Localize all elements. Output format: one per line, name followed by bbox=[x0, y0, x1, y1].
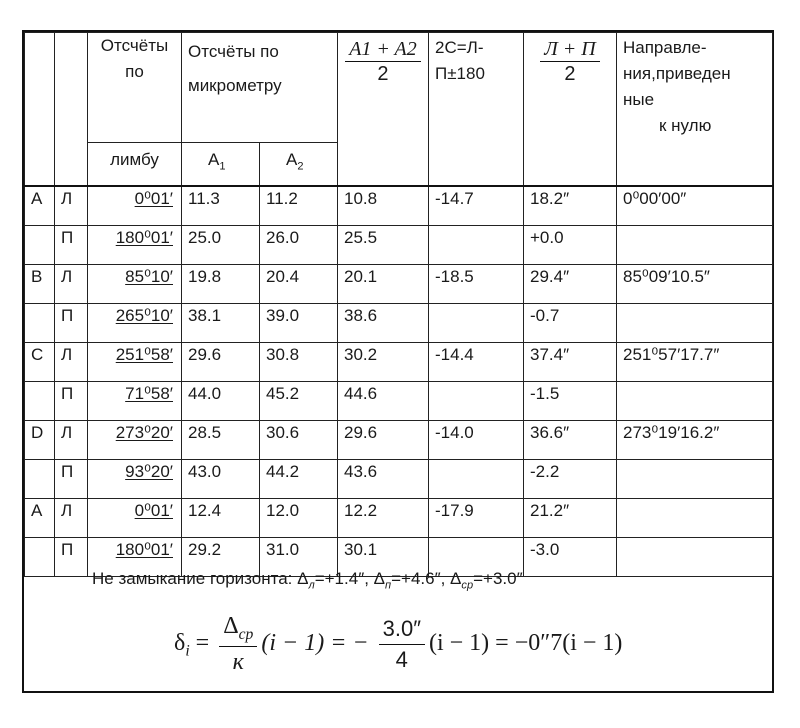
header-dir-line1: Направле- bbox=[623, 38, 707, 57]
row-face-text: П bbox=[61, 540, 74, 559]
row-lp bbox=[524, 499, 617, 538]
row-2c-text: -14.0 bbox=[435, 423, 474, 442]
table-row bbox=[25, 343, 773, 382]
row-face-text: П bbox=[61, 306, 74, 325]
row-lp-text: -0.7 bbox=[530, 306, 560, 325]
row-lp bbox=[524, 343, 617, 382]
row-lp bbox=[524, 382, 617, 421]
header-avg bbox=[338, 33, 429, 187]
row-a1 bbox=[182, 343, 260, 382]
header-row-top bbox=[25, 33, 773, 143]
header-limb bbox=[88, 33, 182, 143]
row-a2 bbox=[260, 460, 338, 499]
row-lp bbox=[524, 186, 617, 226]
row-2c bbox=[429, 460, 524, 499]
row-point bbox=[25, 304, 55, 343]
row-a2-text: 44.2 bbox=[266, 462, 300, 481]
header-limb-bottom bbox=[88, 143, 182, 187]
row-lp bbox=[524, 265, 617, 304]
row-direction bbox=[617, 499, 773, 538]
row-a1 bbox=[182, 421, 260, 460]
row-lp bbox=[524, 304, 617, 343]
row-a2-text: 26.0 bbox=[266, 228, 300, 247]
table-row bbox=[25, 421, 773, 460]
row-direction bbox=[617, 265, 773, 304]
row-avg-text: 12.2 bbox=[344, 501, 378, 520]
row-limb-reading-text: 93⁰20′ bbox=[125, 462, 173, 481]
row-face bbox=[55, 265, 88, 304]
row-limb-reading-text: 180⁰01′ bbox=[115, 540, 173, 559]
row-limb-reading bbox=[88, 304, 182, 343]
row-a2 bbox=[260, 499, 338, 538]
row-a2 bbox=[260, 382, 338, 421]
row-a1-text: 38.1 bbox=[188, 306, 222, 325]
row-point bbox=[25, 460, 55, 499]
formula-fraction-2 bbox=[379, 616, 425, 673]
row-avg bbox=[338, 421, 429, 460]
row-2c bbox=[429, 304, 524, 343]
header-limb-line2: по bbox=[125, 62, 144, 81]
row-a1 bbox=[182, 186, 260, 226]
header-direction bbox=[617, 33, 773, 187]
header-a2 bbox=[260, 143, 338, 187]
row-2c-text: -14.7 bbox=[435, 189, 474, 208]
row-face-text: Л bbox=[61, 267, 73, 286]
row-lp-text: -1.5 bbox=[530, 384, 560, 403]
formula-num1-sub: ср bbox=[238, 625, 254, 643]
row-point bbox=[25, 499, 55, 538]
closure-note bbox=[92, 569, 523, 591]
row-point-text: А bbox=[31, 501, 43, 520]
table-row bbox=[25, 499, 773, 538]
row-a1 bbox=[182, 265, 260, 304]
row-face-text: Л bbox=[61, 345, 73, 364]
row-avg bbox=[338, 186, 429, 226]
row-limb-reading-text: 265⁰10′ bbox=[115, 306, 173, 325]
row-direction-text: 85⁰09′10.5″ bbox=[623, 267, 710, 286]
row-a1-text: 44.0 bbox=[188, 384, 222, 403]
row-a2-text: 12.0 bbox=[266, 501, 300, 520]
row-lp-text: -2.2 bbox=[530, 462, 560, 481]
row-a1 bbox=[182, 460, 260, 499]
closure-note-prefix: Не замыкание горизонта: Δ bbox=[92, 569, 309, 588]
row-direction bbox=[617, 460, 773, 499]
row-avg-text: 30.1 bbox=[344, 540, 378, 559]
row-face-text: Л bbox=[61, 501, 73, 520]
row-direction-text: 251⁰57′17.7″ bbox=[623, 345, 720, 364]
header-limb-line3: лимбу bbox=[110, 150, 159, 169]
formula-delta: δ bbox=[174, 629, 186, 656]
row-limb-reading-text: 0⁰01′ bbox=[134, 189, 173, 208]
header-a2-sub: 2 bbox=[297, 160, 304, 173]
row-limb-reading-text: 0⁰01′ bbox=[134, 501, 173, 520]
row-point-text: D bbox=[31, 423, 44, 442]
row-face-text: Л bbox=[61, 423, 73, 442]
formula-delta-sub: i bbox=[185, 642, 190, 660]
row-avg bbox=[338, 499, 429, 538]
row-a2-text: 11.2 bbox=[266, 189, 298, 208]
row-a1-text: 19.8 bbox=[188, 267, 222, 286]
row-avg-text: 43.6 bbox=[344, 462, 378, 481]
row-face-text: П bbox=[61, 228, 74, 247]
formula-num1: Δ bbox=[223, 613, 239, 639]
row-lp-text: -3.0 bbox=[530, 540, 560, 559]
row-face bbox=[55, 304, 88, 343]
row-direction bbox=[617, 382, 773, 421]
row-limb-reading bbox=[88, 226, 182, 265]
header-a1-sub: 1 bbox=[219, 160, 226, 173]
row-avg bbox=[338, 226, 429, 265]
row-limb-reading-text: 251⁰58′ bbox=[115, 345, 173, 364]
row-a1-text: 12.4 bbox=[188, 501, 222, 520]
row-a2 bbox=[260, 304, 338, 343]
row-avg bbox=[338, 304, 429, 343]
row-lp-text: 36.6″ bbox=[530, 423, 570, 442]
row-a1-text: 28.5 bbox=[188, 423, 222, 442]
header-point bbox=[25, 33, 55, 187]
row-direction-text: 0⁰00′00″ bbox=[623, 189, 687, 208]
row-a1 bbox=[182, 382, 260, 421]
formula-mult1: (i − 1) = − bbox=[261, 629, 369, 656]
closure-note-p-val: =+4.6″, Δ bbox=[391, 569, 462, 588]
row-face bbox=[55, 382, 88, 421]
header-avg-denominator: 2 bbox=[377, 63, 389, 85]
formula-eq: = bbox=[189, 629, 216, 656]
row-a1 bbox=[182, 499, 260, 538]
row-face bbox=[55, 421, 88, 460]
formula-fraction-2-den: 4 bbox=[395, 646, 408, 672]
header-dir-line4: к нулю bbox=[659, 116, 712, 135]
header-2c bbox=[429, 33, 524, 187]
row-point bbox=[25, 421, 55, 460]
row-2c bbox=[429, 226, 524, 265]
observation-table bbox=[24, 32, 773, 577]
row-2c bbox=[429, 382, 524, 421]
row-2c-text: -18.5 bbox=[435, 267, 474, 286]
row-face bbox=[55, 226, 88, 265]
row-limb-reading-text: 71⁰58′ bbox=[125, 384, 173, 403]
row-point bbox=[25, 226, 55, 265]
row-limb-reading bbox=[88, 499, 182, 538]
row-a1-text: 29.6 bbox=[188, 345, 222, 364]
row-avg-text: 38.6 bbox=[344, 306, 378, 325]
header-face bbox=[55, 33, 88, 187]
row-a2-text: 31.0 bbox=[266, 540, 300, 559]
table-row bbox=[25, 226, 773, 265]
row-lp-text: 37.4″ bbox=[530, 345, 570, 364]
header-lp bbox=[524, 33, 617, 187]
header-lp-fraction bbox=[540, 37, 599, 86]
formula-fraction-1-num bbox=[219, 613, 257, 647]
row-a2-text: 30.6 bbox=[266, 423, 300, 442]
row-point bbox=[25, 382, 55, 421]
table-row bbox=[25, 460, 773, 499]
row-avg bbox=[338, 265, 429, 304]
formula-fraction-1-den: к bbox=[232, 648, 244, 675]
row-limb-reading-text: 273⁰20′ bbox=[115, 423, 173, 442]
row-face-text: П bbox=[61, 384, 74, 403]
closure-note-p-sub: п bbox=[385, 579, 392, 592]
header-2c-line1: 2С=Л- bbox=[435, 38, 484, 57]
row-limb-reading bbox=[88, 343, 182, 382]
row-face-text: П bbox=[61, 462, 74, 481]
row-limb-reading bbox=[88, 265, 182, 304]
header-dir-line3: ные bbox=[623, 90, 655, 109]
row-point bbox=[25, 186, 55, 226]
header-a1 bbox=[182, 143, 260, 187]
row-direction bbox=[617, 343, 773, 382]
header-avg-numerator: A1 + A2 bbox=[345, 37, 421, 62]
row-point bbox=[25, 343, 55, 382]
row-2c-text: -17.9 bbox=[435, 501, 474, 520]
row-avg-text: 20.1 bbox=[344, 267, 378, 286]
table-row bbox=[25, 265, 773, 304]
row-lp bbox=[524, 226, 617, 265]
row-2c bbox=[429, 265, 524, 304]
row-lp bbox=[524, 421, 617, 460]
row-face bbox=[55, 499, 88, 538]
row-a1-text: 11.3 bbox=[188, 189, 220, 208]
correction-formula bbox=[174, 613, 622, 676]
formula-mult2: (i − 1) = −0″7(i − 1) bbox=[428, 629, 623, 656]
row-avg-text: 44.6 bbox=[344, 384, 378, 403]
survey-table-sheet bbox=[22, 30, 774, 693]
formula-fraction-2-num: 3.0″ bbox=[379, 616, 425, 645]
table-row bbox=[25, 186, 773, 226]
header-dir-line2: ния,приведен bbox=[623, 64, 731, 83]
row-a1-text: 25.0 bbox=[188, 228, 222, 247]
row-avg bbox=[338, 382, 429, 421]
row-a2-text: 20.4 bbox=[266, 267, 300, 286]
row-direction bbox=[617, 421, 773, 460]
row-avg-text: 25.5 bbox=[344, 228, 378, 247]
row-limb-reading bbox=[88, 460, 182, 499]
row-point bbox=[25, 265, 55, 304]
row-direction bbox=[617, 304, 773, 343]
row-lp bbox=[524, 460, 617, 499]
row-point-text: С bbox=[31, 345, 44, 364]
row-a2 bbox=[260, 421, 338, 460]
row-face-text: Л bbox=[61, 189, 73, 208]
row-a2-text: 39.0 bbox=[266, 306, 300, 325]
row-a1 bbox=[182, 226, 260, 265]
header-2c-line2: П±180 bbox=[435, 64, 485, 83]
header-a1-letter: А bbox=[208, 150, 220, 169]
row-lp-text: +0.0 bbox=[530, 228, 564, 247]
row-avg bbox=[338, 460, 429, 499]
row-a2 bbox=[260, 186, 338, 226]
header-lp-denominator: 2 bbox=[564, 63, 576, 85]
row-point-text: А bbox=[31, 189, 43, 208]
formula-fraction-1 bbox=[219, 613, 257, 676]
row-a2 bbox=[260, 343, 338, 382]
row-a2-text: 30.8 bbox=[266, 345, 300, 364]
closure-note-l-sub: л bbox=[308, 579, 315, 592]
row-avg-text: 10.8 bbox=[344, 189, 378, 208]
closure-note-cp-sub: ср bbox=[461, 579, 474, 592]
row-face bbox=[55, 460, 88, 499]
row-direction bbox=[617, 186, 773, 226]
header-micro-label: Отсчёты по микрометру bbox=[188, 42, 282, 95]
row-a1-text: 43.0 bbox=[188, 462, 222, 481]
row-lp-text: 18.2″ bbox=[530, 189, 570, 208]
row-avg-text: 29.6 bbox=[344, 423, 378, 442]
table-row bbox=[25, 382, 773, 421]
closure-note-l-val: =+1.4″, Δ bbox=[314, 569, 386, 588]
table-row bbox=[25, 304, 773, 343]
row-limb-reading-text: 180⁰01′ bbox=[115, 228, 173, 247]
header-avg-fraction bbox=[345, 37, 421, 86]
row-2c bbox=[429, 499, 524, 538]
row-a1 bbox=[182, 304, 260, 343]
row-point-text: В bbox=[31, 267, 43, 286]
row-lp-text: 29.4″ bbox=[530, 267, 570, 286]
row-face bbox=[55, 186, 88, 226]
row-limb-reading bbox=[88, 382, 182, 421]
row-direction bbox=[617, 226, 773, 265]
row-a2 bbox=[260, 226, 338, 265]
row-2c bbox=[429, 421, 524, 460]
row-lp-text: 21.2″ bbox=[530, 501, 570, 520]
row-2c-text: -14.4 bbox=[435, 345, 474, 364]
header-limb-line1: Отсчёты bbox=[100, 36, 169, 55]
row-limb-reading-text: 85⁰10′ bbox=[125, 267, 173, 286]
closure-note-cp-val: =+3.0″ bbox=[473, 569, 523, 588]
row-a2-text: 45.2 bbox=[266, 384, 300, 403]
row-limb-reading bbox=[88, 421, 182, 460]
footer bbox=[24, 563, 772, 693]
row-avg bbox=[338, 343, 429, 382]
header-micro bbox=[182, 33, 338, 143]
table-body bbox=[25, 186, 773, 577]
row-direction-text: 273⁰19′16.2″ bbox=[623, 423, 720, 442]
row-a2 bbox=[260, 265, 338, 304]
row-avg-text: 30.2 bbox=[344, 345, 378, 364]
row-a1-text: 29.2 bbox=[188, 540, 222, 559]
row-2c bbox=[429, 186, 524, 226]
row-limb-reading bbox=[88, 186, 182, 226]
header-lp-numerator: Л + П bbox=[540, 37, 599, 62]
row-2c bbox=[429, 343, 524, 382]
row-face bbox=[55, 343, 88, 382]
header-a2-letter: А bbox=[286, 150, 298, 169]
